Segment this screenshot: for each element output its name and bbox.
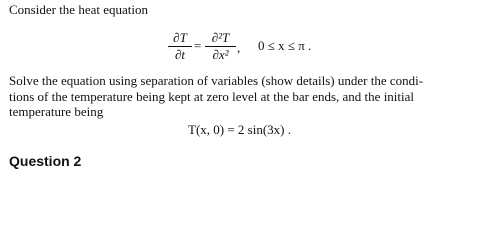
domain-condition: 0 ≤ x ≤ π . [258,38,312,53]
lhs-numerator: ∂T [173,30,187,45]
rhs-fraction [205,31,236,62]
rhs-numerator: ∂²T [211,30,230,45]
paragraph-line-2: tions of the temperature being kept at zero level at the bar ends, and the initial [9,88,415,104]
next-section-heading: Question 2 [9,153,82,169]
intro-text: Consider the heat equation [9,2,148,17]
lhs-denominator: ∂t [174,47,186,62]
rhs-denominator: ∂x² [212,47,229,62]
paragraph-line-1: Solve the equation using separation of variables (show details) under the condi- [9,73,424,88]
initial-condition: T(x, 0) = 2 sin(3x) . [188,122,292,137]
equation-comma: , [237,40,241,55]
paragraph-line-3: temperature being [9,104,104,119]
problem-paragraph [9,73,471,120]
equals-sign: = [194,38,202,53]
lhs-fraction [168,31,192,62]
